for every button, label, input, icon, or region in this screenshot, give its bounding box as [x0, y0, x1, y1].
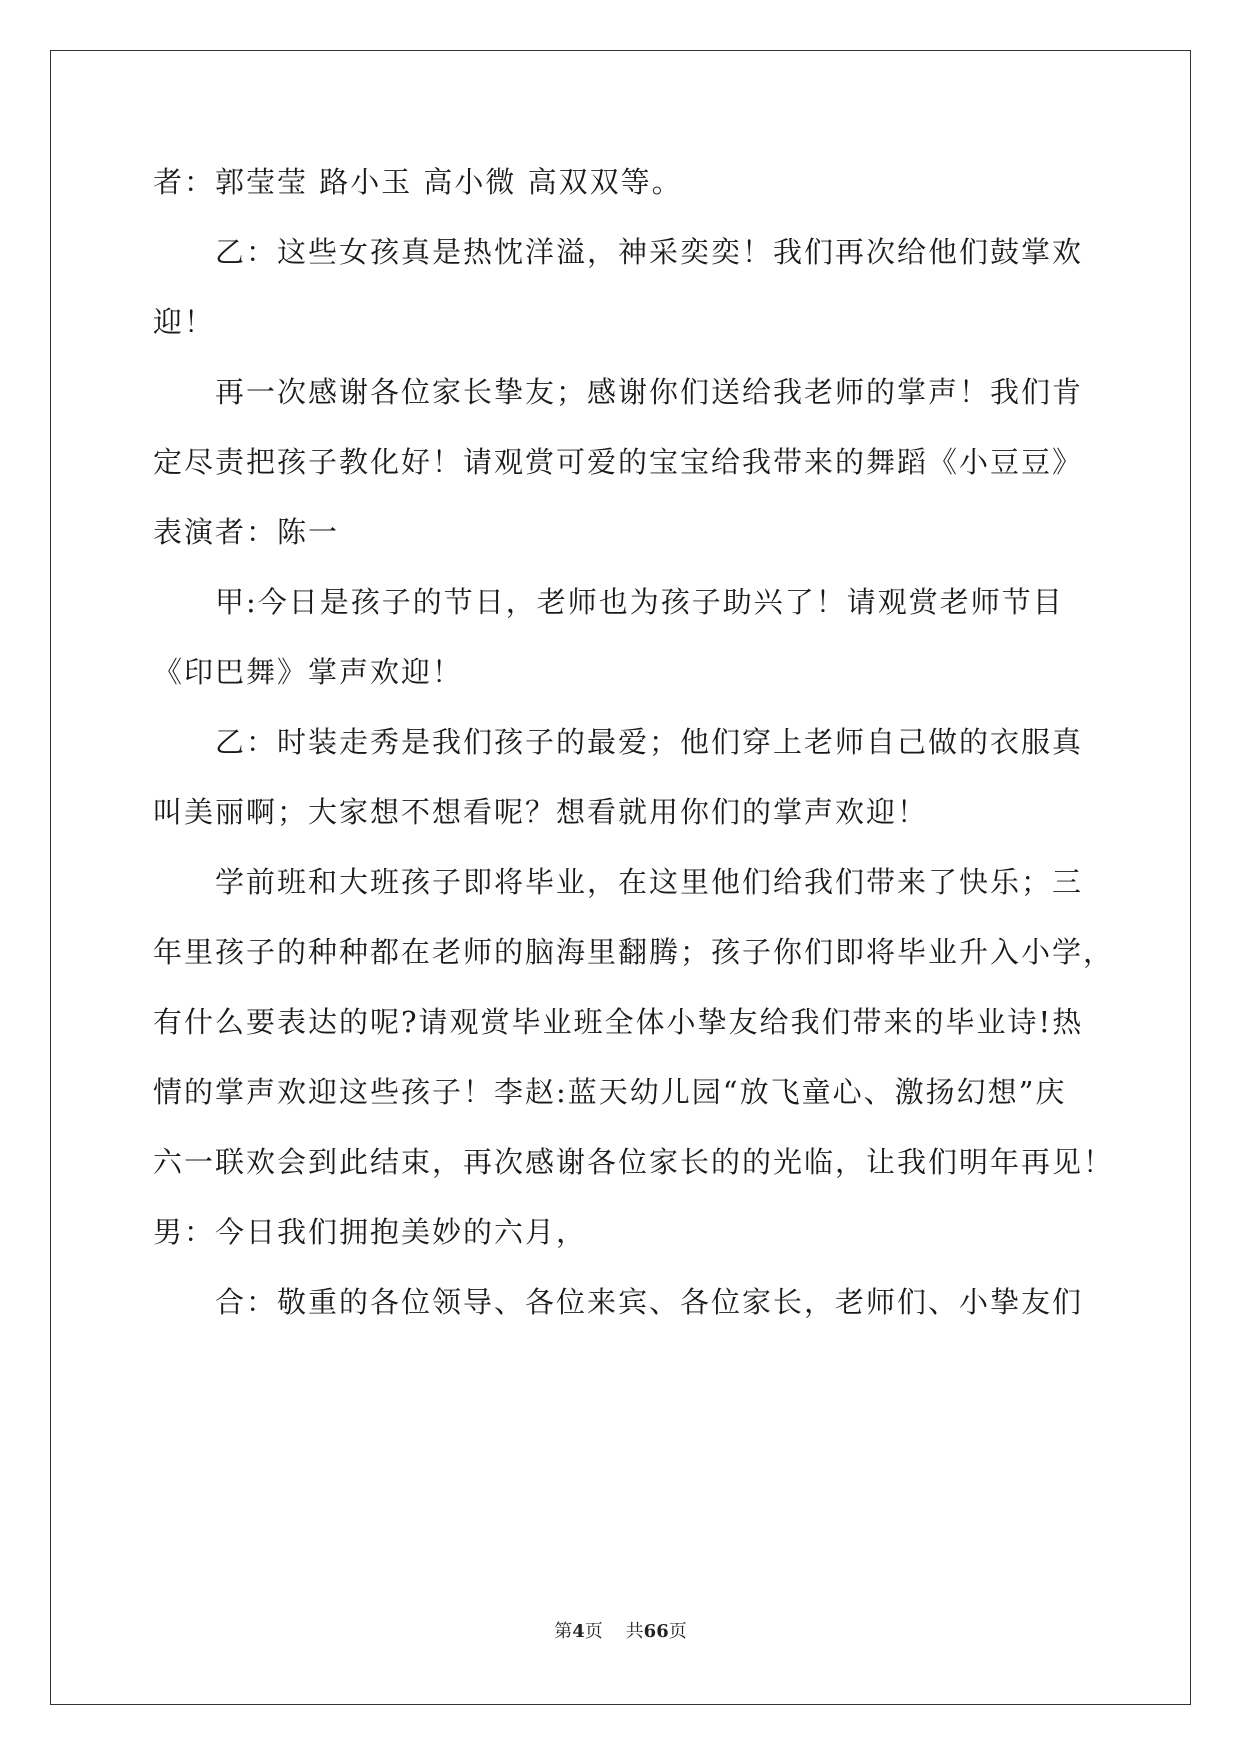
text-line: 学前班和大班孩子即将毕业，在这里他们给我们带来了快乐；三 [215, 865, 1084, 899]
text-line: 者：郭莹莹 路小玉 高小微 高双双等。 [153, 165, 683, 199]
footer-prefix: 第 [554, 1621, 573, 1642]
text-line: 男：今日我们拥抱美妙的六月， [153, 1215, 588, 1249]
text-line: 叫美丽啊；大家想不想看呢？想看就用你们的掌声欢迎！ [153, 795, 929, 829]
text-line: 合：敬重的各位领导、各位来宾、各位家长，老师们、小挚友们 [215, 1285, 1084, 1319]
text-line: 定尽责把孩子教化好！请观赏可爱的宝宝给我带来的舞蹈《小豆豆》 [153, 445, 1084, 479]
footer-suffix: 页 [668, 1621, 687, 1642]
total-pages: 66 [643, 1621, 669, 1642]
page-footer [0, 1620, 1241, 1644]
text-line: 乙：时装走秀是我们孩子的最爱；他们穿上老师自己做的衣服真 [215, 725, 1084, 759]
text-line: 年里孩子的种种都在老师的脑海里翻腾；孩子你们即将毕业升入小学， [153, 935, 1115, 969]
page-number: 4 [572, 1621, 585, 1642]
text-line: 情的掌声欢迎这些孩子！李赵:蓝天幼儿园“放飞童心、激扬幻想”庆 [153, 1075, 1067, 1109]
text-line: 六一联欢会到此结束，再次感谢各位家长的的光临，让我们明年再见！ [153, 1145, 1115, 1179]
text-line: 表演者：陈一 [153, 515, 340, 549]
text-line: 甲:今日是孩子的节日，老师也为孩子助兴了！请观赏老师节目 [215, 585, 1064, 619]
text-line: 有什么要表达的呢?请观赏毕业班全体小挚友给我们带来的毕业诗!热 [153, 1005, 1084, 1039]
text-line: 《印巴舞》掌声欢迎！ [153, 655, 464, 689]
text-line: 乙：这些女孩真是热忱洋溢，神采奕奕！我们再次给他们鼓掌欢 [215, 235, 1084, 269]
text-line: 再一次感谢各位家长挚友；感谢你们送给我老师的掌声！我们肯 [215, 375, 1084, 409]
footer-middle: 页 共 [584, 1621, 644, 1642]
text-line: 迎！ [153, 305, 216, 339]
